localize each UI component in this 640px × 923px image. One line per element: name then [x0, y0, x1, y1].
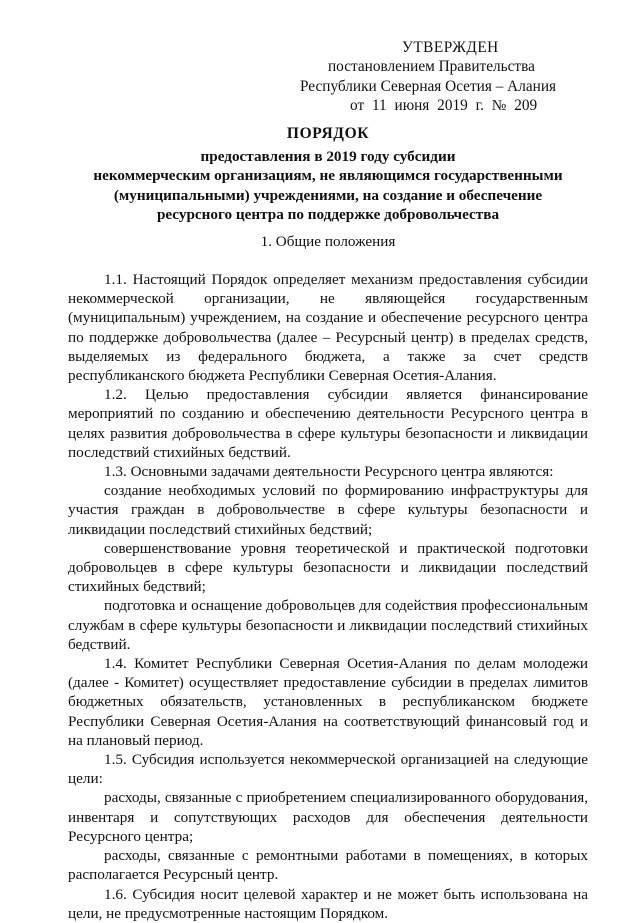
paragraph-1-3-item-3: подготовка и оснащение добровольцев для содействия профессиональным службам в сфере культуры безопасности и ликвидации последствий стихийных бедствий. [68, 597, 588, 653]
section-heading: 1. Общие положения [260, 233, 396, 250]
approval-stamp-block [290, 38, 590, 115]
document-subtitle-line-3: (муниципальными) учреждениями, на создание и обеспечение [113, 186, 543, 204]
paragraph-1-5: 1.5. Субсидия используется некоммерческой организацией на следующие цели: [68, 751, 588, 788]
paragraph-1-5-item-2: расходы, связанные с ремонтными работами в помещениях, в которых располагается Ресурсный центр. [68, 847, 588, 884]
approval-date-number-line: от 11 июня 2019 г. № 209 [350, 96, 538, 114]
paragraph-1-1: 1.1. Настоящий Порядок определяет механизм предоставления субсидии некоммерческой организации, не являющейся государственным (муниципальным) учреждением, на создание и обеспечение ресурсного центра по поддержке добровольчества (далее – Ресурсный центр) в пределах средств, выделяемых из федерального бюджета, а также за счет средств республиканского бюджета Республики Северная Осетия-Алания. [68, 271, 588, 385]
approval-issuer-line: постановлением Правительства [328, 58, 535, 76]
document-subtitle-line-4: ресурсного центра по поддержке добровольчества [156, 205, 500, 223]
document-subtitle-line-1: предоставления в 2019 году субсидии [200, 148, 456, 166]
paragraph-1-3-item-1: создание необходимых условий по формированию инфраструктуры для участия граждан в добровольчестве в сфере культуры безопасности и ликвидации последствий стихийных бедствий; [68, 482, 588, 538]
paragraph-1-6: 1.6. Субсидия носит целевой характер и не может быть использована на цели, не предусмотренные настоящим Порядком. [68, 885, 588, 922]
document-subtitle-line-2: некоммерческим организациям, не являющимся государственными [93, 167, 563, 185]
approval-government-line: Республики Северная Осетия – Алания [300, 77, 557, 95]
document-body [68, 270, 588, 923]
approval-stamp: УТВЕРЖДЕН [402, 39, 499, 56]
paragraph-1-3-item-2: совершенствование уровня теоретической и практической подготовки добровольцев в сфере культуры безопасности и ликвидации последствий стихийных бедствий; [68, 539, 588, 596]
document-title-block [68, 124, 588, 224]
document-title: ПОРЯДОК [286, 125, 370, 142]
paragraph-1-4: 1.4. Комитет Республики Северная Осетия-Алания по делам молодежи (далее - Комитет) осуществляет предоставление субсидии в пределах лимитов бюджетных обязательств, установленных в республиканском бюджете Республики Северная Осетия-Алания на соответствующий финансовый год и на плановый период. [68, 655, 588, 749]
paragraph-1-3: 1.3. Основными задачами деятельности Ресурсного центра являются: [104, 463, 554, 481]
paragraph-1-2: 1.2. Целью предоставления субсидии является финансирование мероприятий по созданию и обеспечению деятельности Ресурсного центра в целях развития добровольчества в сфере культуры безопасности и ликвидации последствий стихийных бедствий. [68, 386, 588, 461]
paragraph-1-5-item-1: расходы, связанные с приобретением специализированного оборудования, инвентаря и сопутствующих расходов для обеспечения деятельности Ресурсного центра; [68, 789, 588, 845]
